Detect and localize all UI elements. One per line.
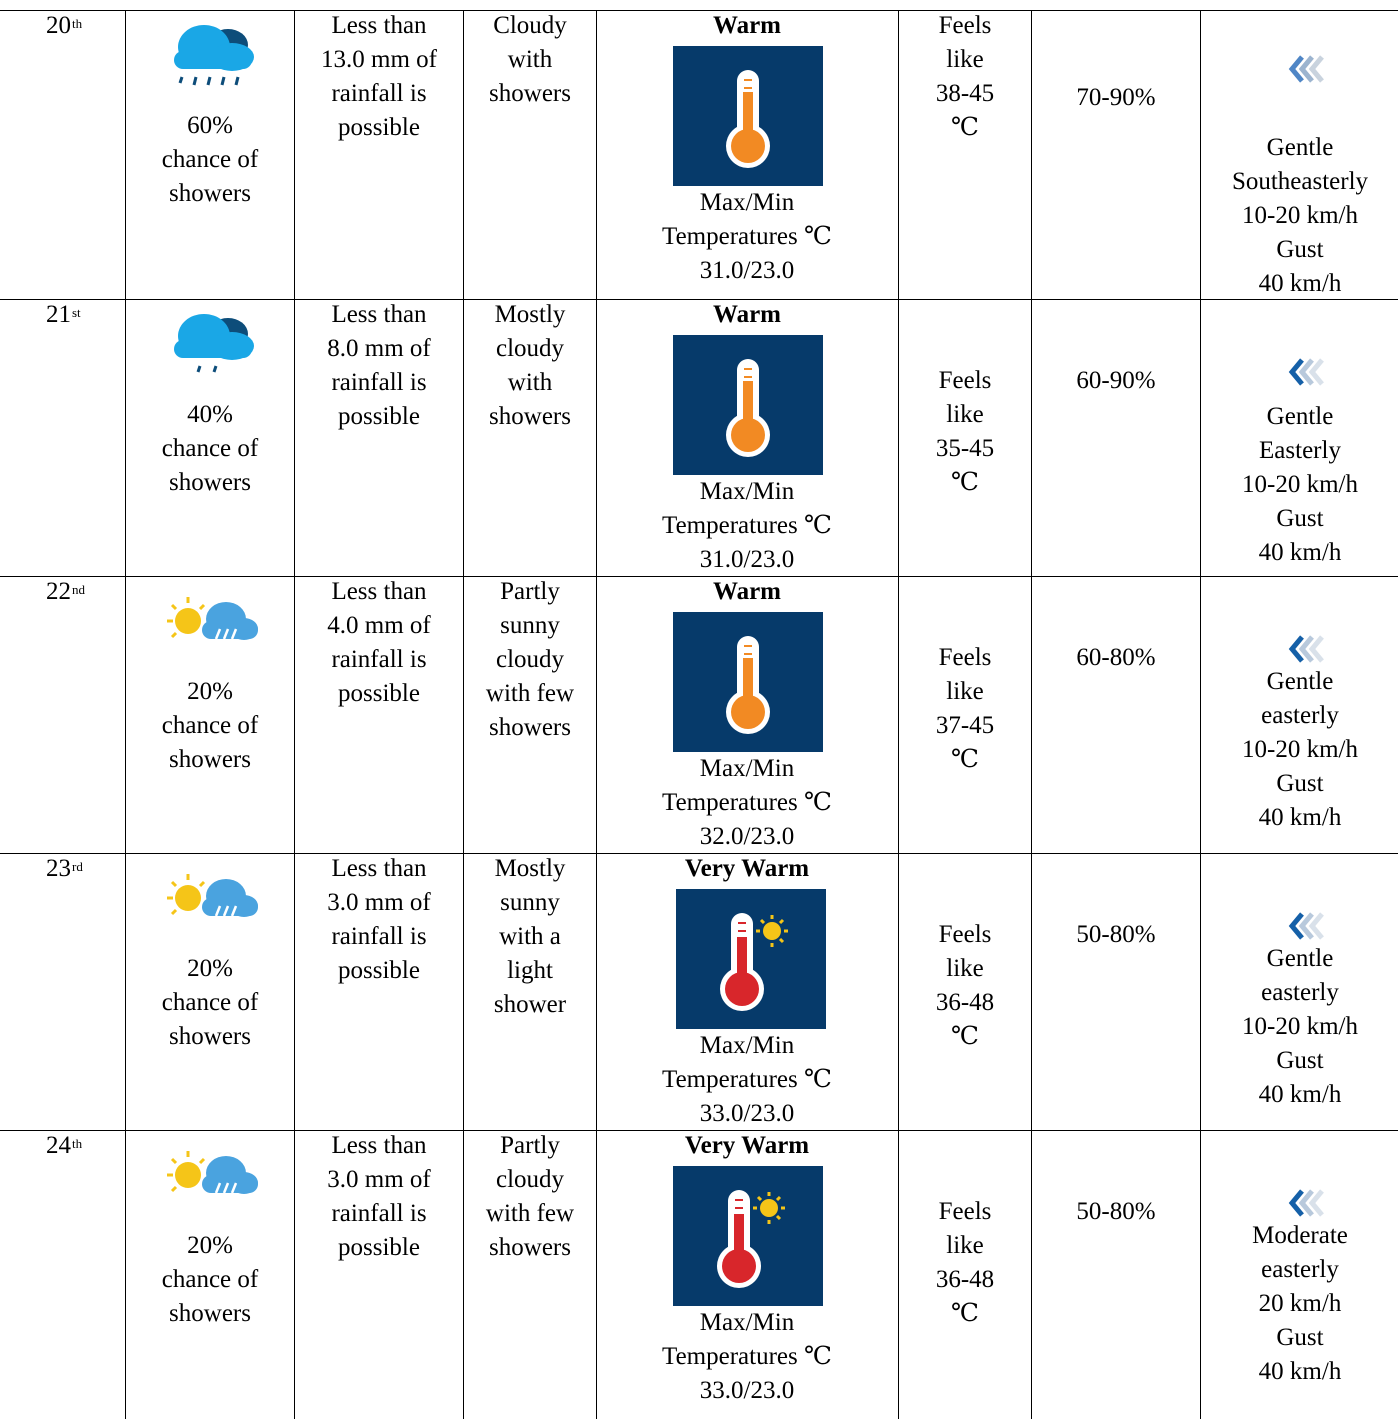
rainfall-line: Less than (331, 301, 427, 328)
column-divider (1200, 577, 1201, 854)
rainfall-line: 8.0 mm of (327, 335, 431, 362)
column-divider (1031, 1131, 1032, 1419)
chance-label: showers (169, 1023, 251, 1050)
max-min-temperature (596, 1306, 898, 1408)
max-min-value: 31.0/23.0 (699, 546, 795, 573)
date-suffix: st (72, 305, 81, 320)
wind-line: easterly (1261, 1256, 1339, 1283)
sun-cloud-rain-icon (158, 868, 262, 932)
sky-condition-cell (465, 575, 595, 745)
thermometer-warm-icon (673, 46, 823, 186)
date-day: 20 (46, 12, 71, 39)
sky-condition-line: Partly (500, 578, 560, 605)
wind-line: 10-20 km/h (1242, 471, 1358, 498)
humidity-cell: 50-80% (1076, 921, 1156, 948)
sun-cloud-rain-icon (158, 591, 262, 655)
sky-condition-line: with (507, 369, 553, 396)
rainfall-cell (296, 1129, 462, 1265)
temperature-category: Warm (712, 578, 782, 605)
date-suffix: th (72, 1136, 83, 1151)
sky-condition-cell (465, 1129, 595, 1265)
humidity-cell: 70-90% (1076, 84, 1156, 111)
temperatures-label: Temperatures ℃ (662, 789, 832, 816)
wind-cell (1202, 1219, 1398, 1389)
max-min-value: 31.0/23.0 (699, 257, 795, 284)
weather-icon-wrap (160, 23, 260, 98)
like-label: like (946, 401, 984, 428)
max-min-label: Max/Min (699, 755, 795, 782)
chance-label: showers (169, 469, 251, 496)
chance-of-showers (130, 952, 290, 1054)
max-min-temperature (596, 475, 898, 577)
temperatures-label: Temperatures ℃ (662, 223, 832, 250)
column-divider (463, 577, 464, 854)
chance-of-showers (130, 109, 290, 211)
sky-condition-line: showers (489, 80, 571, 107)
column-divider (898, 1131, 899, 1419)
temperature-category: Warm (712, 12, 782, 39)
like-label: like (946, 1232, 984, 1259)
date-suffix: th (72, 16, 83, 31)
max-min-value: 32.0/23.0 (699, 823, 795, 850)
column-divider (1200, 1131, 1201, 1419)
thermometer-warm-icon (673, 335, 823, 475)
temperature-category: Warm (712, 301, 782, 328)
column-divider (463, 1131, 464, 1419)
temperature-icon-box (673, 1166, 823, 1306)
sky-condition-line: cloudy (495, 335, 565, 362)
sky-condition-line: cloudy (495, 646, 565, 673)
wind-line: Gentle (1266, 134, 1334, 161)
weather-icon-wrap (158, 868, 262, 937)
column-divider (125, 1131, 126, 1419)
rainfall-line: possible (338, 680, 420, 707)
chevrons-left-icon (1240, 352, 1370, 392)
chance-of-showers (130, 1229, 290, 1331)
feels-like-cell (900, 9, 1030, 145)
column-divider (1031, 577, 1032, 854)
sky-condition-line: showers (489, 714, 571, 741)
wind-line: easterly (1261, 702, 1339, 729)
sky-condition-line: Partly (500, 1132, 560, 1159)
forecast-row (0, 1130, 1398, 1419)
column-divider (1200, 11, 1201, 300)
rainfall-cell (296, 852, 462, 988)
chance-label: chance of (161, 712, 259, 739)
max-min-label: Max/Min (699, 478, 795, 505)
rainfall-line: rainfall is (331, 1200, 427, 1227)
feels-like-cell (900, 364, 1030, 500)
wind-line: Southeasterly (1231, 168, 1369, 195)
column-divider (898, 854, 899, 1131)
sky-condition-line: sunny (500, 612, 560, 639)
humidity-cell: 60-80% (1076, 644, 1156, 671)
sky-condition-line: with few (485, 1200, 575, 1227)
wind-cell (1202, 942, 1398, 1112)
rainfall-line: 4.0 mm of (327, 612, 431, 639)
gust-value: 40 km/h (1258, 804, 1342, 831)
temperature-icon-box (673, 46, 823, 186)
sun-cloud-rain-icon (158, 1145, 262, 1209)
column-divider (1031, 300, 1032, 577)
rainfall-line: possible (338, 114, 420, 141)
gust-label: Gust (1276, 1047, 1324, 1074)
column-divider (294, 577, 295, 854)
date-cell (46, 1131, 82, 1161)
temperatures-label: Temperatures ℃ (662, 1343, 832, 1370)
wind-direction-wrap (1240, 1183, 1370, 1223)
column-divider (125, 11, 126, 300)
sky-condition-line: showers (489, 1234, 571, 1261)
thermometer-hot-sun-icon (676, 889, 826, 1029)
gust-label: Gust (1276, 1324, 1324, 1351)
feels-label: Feels (938, 367, 992, 394)
feels-like-value: 38-45 (935, 80, 995, 107)
max-min-temperature (596, 1029, 898, 1131)
forecast-row (0, 853, 1398, 1131)
date-cell (46, 11, 82, 41)
rainfall-line: Less than (331, 578, 427, 605)
column-divider (463, 854, 464, 1131)
max-min-label: Max/Min (699, 1032, 795, 1059)
chance-label: showers (169, 746, 251, 773)
chance-percent: 20% (187, 955, 233, 982)
wind-line: 20 km/h (1258, 1290, 1342, 1317)
feels-label: Feels (938, 1198, 992, 1225)
column-divider (125, 854, 126, 1131)
chance-label: chance of (161, 146, 259, 173)
rainfall-cell (296, 9, 462, 145)
rainfall-line: Less than (331, 1132, 427, 1159)
sky-condition-line: shower (493, 991, 567, 1018)
wind-line: 10-20 km/h (1242, 202, 1358, 229)
celsius-unit: ℃ (951, 1300, 979, 1327)
date-suffix: nd (72, 582, 85, 597)
chevrons-left-icon (1240, 49, 1370, 89)
wind-line: Gentle (1266, 403, 1334, 430)
gust-value: 40 km/h (1258, 270, 1342, 297)
max-min-temperature (596, 752, 898, 854)
sky-condition-line: showers (489, 403, 571, 430)
chance-percent: 40% (187, 401, 233, 428)
humidity-cell: 60-90% (1076, 367, 1156, 394)
sky-condition-line: Mostly (494, 301, 566, 328)
gust-value: 40 km/h (1258, 1358, 1342, 1385)
weather-icon-wrap (158, 591, 262, 660)
forecast-row (0, 10, 1398, 300)
sky-condition-line: with a (499, 923, 561, 950)
feels-like-value: 35-45 (935, 435, 995, 462)
max-min-label: Max/Min (699, 189, 795, 216)
rainfall-line: 3.0 mm of (327, 889, 431, 916)
like-label: like (946, 955, 984, 982)
sky-condition-cell (465, 852, 595, 1022)
max-min-value: 33.0/23.0 (699, 1100, 795, 1127)
column-divider (1031, 854, 1032, 1131)
chance-label: showers (169, 1300, 251, 1327)
temperatures-label: Temperatures ℃ (662, 1066, 832, 1093)
column-divider (1031, 11, 1032, 300)
date-day: 22 (46, 578, 71, 605)
like-label: like (946, 678, 984, 705)
date-cell (46, 300, 81, 330)
wind-line: Easterly (1259, 437, 1341, 464)
rainfall-line: 3.0 mm of (327, 1166, 431, 1193)
wind-cell (1202, 665, 1398, 835)
chance-label: chance of (161, 989, 259, 1016)
wind-line: Gentle (1266, 945, 1334, 972)
rainfall-cell (296, 575, 462, 711)
forecast-row (0, 576, 1398, 854)
rainfall-line: possible (338, 1234, 420, 1261)
gust-label: Gust (1276, 505, 1324, 532)
chance-of-showers (130, 675, 290, 777)
feels-label: Feels (938, 921, 992, 948)
thermometer-warm-icon (673, 612, 823, 752)
column-divider (463, 11, 464, 300)
rainfall-line: rainfall is (331, 80, 427, 107)
wind-direction-wrap (1240, 352, 1370, 392)
wind-line: easterly (1261, 979, 1339, 1006)
sky-condition-cell (465, 298, 595, 434)
temperature-category: Very Warm (684, 1132, 810, 1159)
temperatures-label: Temperatures ℃ (662, 512, 832, 539)
temperature-icon-box (673, 612, 823, 752)
rainfall-line: rainfall is (331, 369, 427, 396)
wind-direction-wrap (1240, 906, 1370, 946)
wind-direction-wrap (1240, 49, 1370, 89)
gust-label: Gust (1276, 770, 1324, 797)
wind-line: 10-20 km/h (1242, 736, 1358, 763)
chance-percent: 20% (187, 678, 233, 705)
feels-like-value: 36-48 (935, 1266, 995, 1293)
like-label: like (946, 46, 984, 73)
gust-value: 40 km/h (1258, 539, 1342, 566)
date-suffix: rd (72, 859, 83, 874)
rainfall-line: possible (338, 957, 420, 984)
rainfall-line: rainfall is (331, 646, 427, 673)
weather-icon-wrap (158, 1145, 262, 1214)
sky-condition-cell (465, 9, 595, 111)
sky-condition-line: cloudy (495, 1166, 565, 1193)
celsius-unit: ℃ (951, 469, 979, 496)
column-divider (294, 11, 295, 300)
column-divider (294, 300, 295, 577)
cloud-rain-icon (160, 23, 260, 93)
column-divider (898, 300, 899, 577)
date-day: 23 (46, 855, 71, 882)
column-divider (294, 1131, 295, 1419)
date-day: 21 (46, 301, 71, 328)
sky-condition-line: Cloudy (493, 12, 567, 39)
wind-cell (1202, 131, 1398, 301)
chance-label: chance of (161, 1266, 259, 1293)
chance-of-showers (130, 398, 290, 500)
chance-label: showers (169, 180, 251, 207)
forecast-row (0, 299, 1398, 577)
wind-line: Gentle (1266, 668, 1334, 695)
max-min-label: Max/Min (699, 1309, 795, 1336)
column-divider (125, 577, 126, 854)
sky-condition-line: sunny (500, 889, 560, 916)
chevrons-left-icon (1240, 906, 1370, 946)
column-divider (125, 300, 126, 577)
chance-label: chance of (161, 435, 259, 462)
wind-line: Moderate (1252, 1222, 1348, 1249)
chevrons-left-icon (1240, 1183, 1370, 1223)
feels-label: Feels (938, 12, 992, 39)
rainfall-cell (296, 298, 462, 434)
wind-line: 10-20 km/h (1242, 1013, 1358, 1040)
celsius-unit: ℃ (951, 114, 979, 141)
wind-cell (1202, 400, 1398, 570)
rainfall-line: rainfall is (331, 923, 427, 950)
column-divider (898, 577, 899, 854)
rainfall-line: possible (338, 403, 420, 430)
thermometer-hot-sun-icon (673, 1166, 823, 1306)
celsius-unit: ℃ (951, 1023, 979, 1050)
max-min-value: 33.0/23.0 (699, 1377, 795, 1404)
date-day: 24 (46, 1132, 71, 1159)
feels-label: Feels (938, 644, 992, 671)
feels-like-value: 37-45 (935, 712, 995, 739)
temperature-icon-box (676, 889, 826, 1029)
max-min-temperature (596, 186, 898, 288)
chance-percent: 20% (187, 1232, 233, 1259)
date-cell (46, 854, 83, 884)
temperature-category: Very Warm (684, 855, 810, 882)
temperature-icon-box (673, 335, 823, 475)
column-divider (294, 854, 295, 1131)
humidity-cell: 50-80% (1076, 1198, 1156, 1225)
column-divider (1200, 854, 1201, 1131)
rainfall-line: Less than (331, 12, 427, 39)
chance-percent: 60% (187, 112, 233, 139)
rainfall-line: 13.0 mm of (321, 46, 437, 73)
sky-condition-line: light (507, 957, 553, 984)
wind-direction-wrap (1240, 629, 1370, 669)
weather-icon-wrap (160, 312, 260, 387)
feels-like-cell (900, 641, 1030, 777)
sky-condition-line: with few (485, 680, 575, 707)
celsius-unit: ℃ (951, 746, 979, 773)
feels-like-value: 36-48 (935, 989, 995, 1016)
cloud-rain-icon (160, 312, 260, 382)
chevrons-left-icon (1240, 629, 1370, 669)
date-cell (46, 577, 85, 607)
sky-condition-line: with (507, 46, 553, 73)
feels-like-cell (900, 1195, 1030, 1331)
sky-condition-line: Mostly (494, 855, 566, 882)
gust-label: Gust (1276, 236, 1324, 263)
column-divider (1200, 300, 1201, 577)
feels-like-cell (900, 918, 1030, 1054)
column-divider (463, 300, 464, 577)
column-divider (898, 11, 899, 300)
rainfall-line: Less than (331, 855, 427, 882)
gust-value: 40 km/h (1258, 1081, 1342, 1108)
